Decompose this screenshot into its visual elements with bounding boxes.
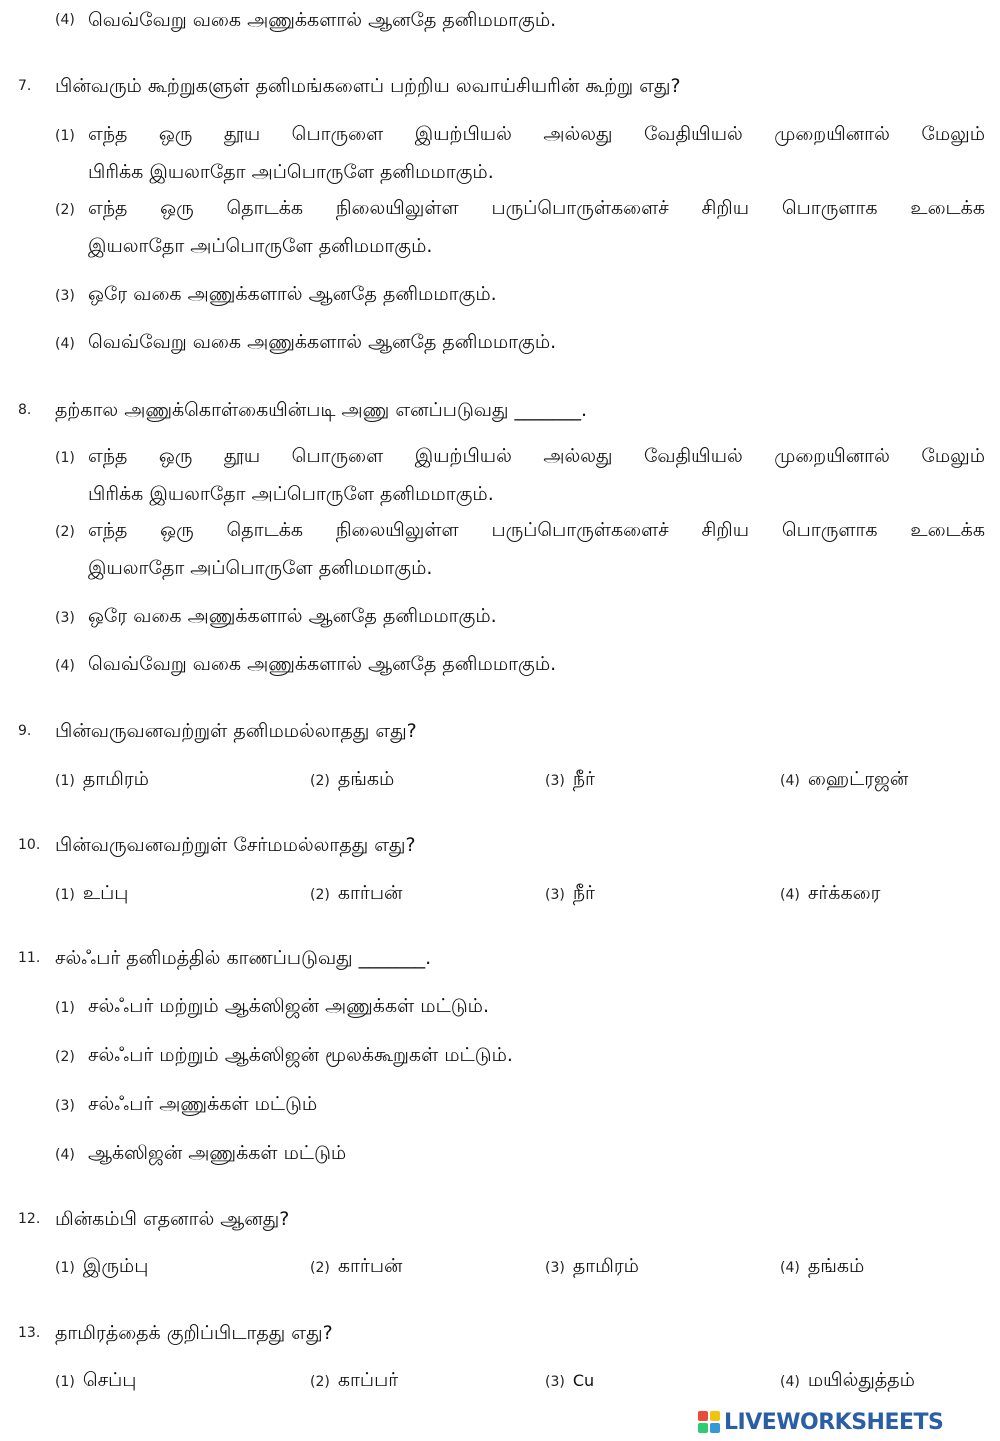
option-2 bbox=[310, 881, 402, 907]
option-text: சல்ஃபர் மற்றும் ஆக்ஸிஜன் மூலக்கூறுகள் மட்டும். bbox=[88, 1044, 513, 1066]
option-number: (4) bbox=[55, 1147, 75, 1163]
option-text: எந்த ஒரு தூய பொருளை இயற்பியல் அல்லது வேதியியல் முறையினால் மேலும் bbox=[88, 123, 985, 145]
option-1 bbox=[55, 767, 149, 793]
liveworksheets-logo-icon bbox=[698, 1411, 720, 1433]
option-text: உப்பு bbox=[82, 882, 129, 904]
option-text: வெவ்வேறு வகை அணுக்களால் ஆனதே தனிமமாகும். bbox=[88, 331, 557, 353]
logo-square-yellow bbox=[710, 1411, 720, 1421]
question-text: பின்வருவனவற்றுள் சேர்மமல்லாதது எது? bbox=[55, 834, 416, 856]
option-text: ஒரே வகை அணுக்களால் ஆனதே தனிமமாகும். bbox=[88, 605, 497, 627]
option-number: (1) bbox=[55, 773, 75, 789]
option-number: (2) bbox=[310, 1374, 330, 1390]
option-number: (3) bbox=[545, 773, 565, 789]
option-1 bbox=[55, 1368, 136, 1394]
option-text: வெவ்வேறு வகை அணுக்களால் ஆனதே தனிமமாகும். bbox=[88, 9, 557, 31]
option-3 bbox=[545, 881, 595, 907]
option-number: (4) bbox=[55, 658, 75, 674]
question-text: தாமிரத்தைக் குறிப்பிடாதது எது? bbox=[55, 1322, 333, 1344]
option-text-continued: இயலாதோ அப்பொருளே தனிமமாகும். bbox=[88, 235, 433, 257]
option-4 bbox=[780, 1254, 864, 1280]
question-number: 13. bbox=[18, 1325, 41, 1341]
option-4 bbox=[780, 1368, 915, 1394]
option-text: Cu bbox=[572, 1371, 595, 1390]
question-number: 12. bbox=[18, 1211, 41, 1227]
option-number: (1) bbox=[55, 1260, 75, 1276]
option-number: (2) bbox=[55, 1049, 75, 1065]
option-text: எந்த ஒரு தூய பொருளை இயற்பியல் அல்லது வேதியியல் முறையினால் மேலும் bbox=[88, 445, 985, 467]
logo-square-red bbox=[698, 1411, 708, 1421]
option-2 bbox=[310, 1368, 398, 1394]
option-number: (2) bbox=[310, 1260, 330, 1276]
option-text: மயில்துத்தம் bbox=[807, 1369, 915, 1391]
logo-square-green bbox=[698, 1423, 708, 1433]
logo-square-blue bbox=[710, 1423, 720, 1433]
option-4 bbox=[780, 881, 880, 907]
option-number: (3) bbox=[545, 887, 565, 903]
option-number: (2) bbox=[310, 773, 330, 789]
option-1 bbox=[55, 1254, 148, 1280]
liveworksheets-logo bbox=[698, 1406, 943, 1438]
option-text: கார்பன் bbox=[337, 1255, 403, 1277]
option-text: கார்பன் bbox=[337, 882, 403, 904]
option-number: (4) bbox=[55, 12, 75, 28]
option-text: தங்கம் bbox=[807, 1255, 865, 1277]
option-text: வெவ்வேறு வகை அணுக்களால் ஆனதே தனிமமாகும். bbox=[88, 653, 557, 675]
option-number: (4) bbox=[780, 887, 800, 903]
option-number: (3) bbox=[55, 610, 75, 626]
option-text: ஒரே வகை அணுக்களால் ஆனதே தனிமமாகும். bbox=[88, 283, 497, 305]
option-2 bbox=[310, 767, 394, 793]
question-number: 9. bbox=[18, 723, 32, 739]
option-number: (2) bbox=[310, 887, 330, 903]
option-number: (3) bbox=[55, 1098, 75, 1114]
question-text: சல்ஃபர் தனிமத்தில் காணப்படுவது _______. bbox=[55, 947, 432, 969]
option-number: (1) bbox=[55, 1374, 75, 1390]
option-number: (1) bbox=[55, 450, 75, 466]
option-text: ஆக்ஸிஜன் அணுக்கள் மட்டும் bbox=[88, 1142, 347, 1164]
option-text: நீர் bbox=[572, 882, 595, 904]
question-text: பின்வரும் கூற்றுகளுள் தனிமங்களைப் பற்றிய லவாய்சியரின் கூற்று எது? bbox=[55, 75, 681, 97]
liveworksheets-logo-text: LIVEWORKSHEETS bbox=[724, 1409, 944, 1435]
option-number: (4) bbox=[55, 336, 75, 352]
option-number: (3) bbox=[55, 288, 75, 304]
option-text: தாமிரம் bbox=[82, 768, 149, 790]
option-number: (3) bbox=[545, 1374, 565, 1390]
question-number: 11. bbox=[18, 950, 41, 966]
option-2 bbox=[310, 1254, 402, 1280]
option-text-continued: இயலாதோ அப்பொருளே தனிமமாகும். bbox=[88, 557, 433, 579]
option-3 bbox=[545, 1368, 594, 1394]
option-text: காப்பர் bbox=[337, 1369, 399, 1391]
option-number: (4) bbox=[780, 1260, 800, 1276]
option-number: (1) bbox=[55, 128, 75, 144]
option-4 bbox=[780, 767, 908, 793]
option-number: (2) bbox=[55, 524, 75, 540]
option-3 bbox=[545, 1254, 639, 1280]
question-number: 7. bbox=[18, 78, 32, 94]
option-number: (3) bbox=[545, 1260, 565, 1276]
option-1 bbox=[55, 881, 128, 907]
option-text-continued: பிரிக்க இயலாதோ அப்பொருளே தனிமமாகும். bbox=[88, 161, 494, 183]
option-text: எந்த ஒரு தொடக்க நிலையிலுள்ள பருப்பொருள்களைச் சிறிய பொருளாக உடைக்க bbox=[88, 197, 985, 219]
option-text: சர்க்கரை bbox=[807, 882, 881, 904]
option-number: (4) bbox=[780, 773, 800, 789]
question-text: தற்கால அணுக்கொள்கையின்படி அணு எனப்படுவது _______. bbox=[55, 399, 588, 421]
option-number: (4) bbox=[780, 1374, 800, 1390]
option-number: (1) bbox=[55, 1000, 75, 1016]
option-text: இரும்பு bbox=[82, 1255, 149, 1277]
question-number: 10. bbox=[18, 837, 41, 853]
option-text: நீர் bbox=[572, 768, 595, 790]
option-number: (1) bbox=[55, 887, 75, 903]
question-text: மின்கம்பி எதனால் ஆனது? bbox=[55, 1208, 290, 1230]
option-number: (2) bbox=[55, 202, 75, 218]
option-3 bbox=[545, 767, 595, 793]
question-text: பின்வருவனவற்றுள் தனிமமல்லாதது எது? bbox=[55, 720, 417, 742]
option-text: சல்ஃபர் அணுக்கள் மட்டும் bbox=[88, 1093, 318, 1115]
option-text: ஹைட்ரஜன் bbox=[807, 768, 909, 790]
option-text: தாமிரம் bbox=[572, 1255, 639, 1277]
option-text: சல்ஃபர் மற்றும் ஆக்ஸிஜன் அணுக்கள் மட்டும். bbox=[88, 995, 489, 1017]
option-text: செப்பு bbox=[82, 1369, 137, 1391]
option-text-continued: பிரிக்க இயலாதோ அப்பொருளே தனிமமாகும். bbox=[88, 483, 494, 505]
question-number: 8. bbox=[18, 402, 32, 418]
option-text: தங்கம் bbox=[337, 768, 395, 790]
option-text: எந்த ஒரு தொடக்க நிலையிலுள்ள பருப்பொருள்களைச் சிறிய பொருளாக உடைக்க bbox=[88, 519, 985, 541]
